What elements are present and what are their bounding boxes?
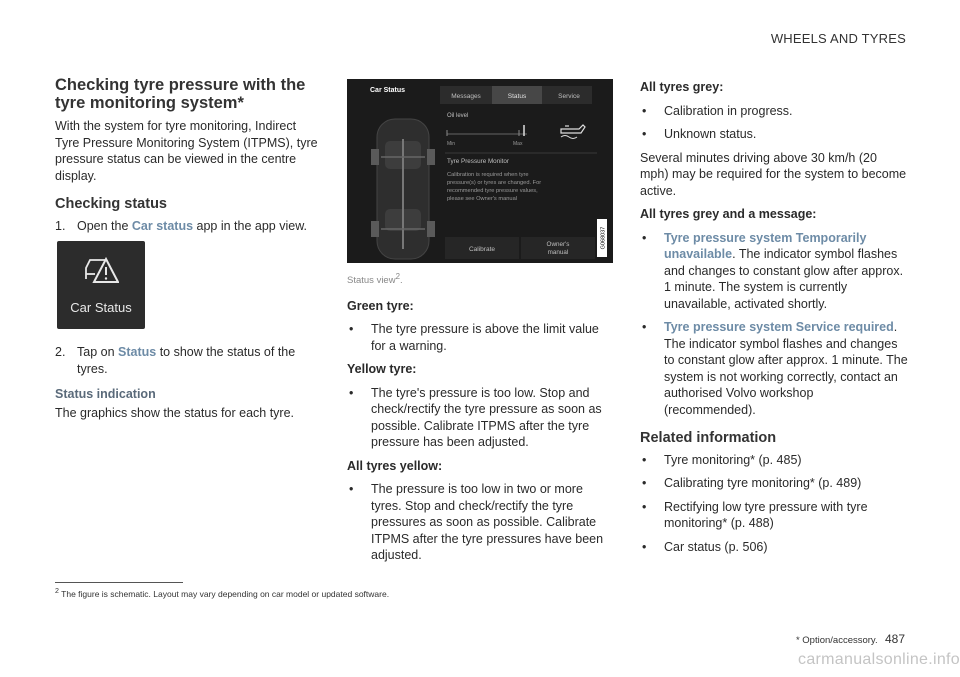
related-information-heading: Related information (640, 430, 777, 446)
tyre-front-left (371, 149, 379, 165)
status-view-screenshot (347, 79, 613, 263)
list-item: • The pressure is too low in two or more tyres. Stop and check/rectify the tyre pressures as soon as possible. Calibrate ITPMS after the tyre pressures have been adjusted. (349, 482, 604, 563)
car-status-app-tile[interactable] (57, 241, 145, 329)
car-warning-icon (83, 255, 119, 285)
all-grey-label: All tyres grey: (640, 80, 724, 94)
page-title: Checking tyre pressure with the tyre monitoring system* (55, 76, 306, 112)
tpm-title: Tyre Pressure Monitor (447, 158, 509, 165)
related-link[interactable]: • Tyre monitoring* (p. 485) (642, 452, 802, 467)
intro-text: With the system for tyre monitoring, Indirect Tyre Pressure Monitoring System (ITPMS), tyre pressure status can be viewed in the centre display. (55, 119, 318, 183)
app-tile-label: Car Status (70, 299, 132, 315)
related-link[interactable]: • Car status (p. 506) (642, 539, 768, 554)
list-item: • Tyre pressure system Temporarily unavailable. The indicator symbol flashes and changes to constant glow after approx. 1 minute. The system is currently unavailable, activated shortly. (642, 230, 904, 311)
tpm-text-line: recommended tyre pressure values, (447, 188, 538, 194)
list-item: • The tyre's pressure is too low. Stop and check/rectify the tyre pressure as soon as possible. Calibrate ITPMS after the tyre pressure has been adjusted. (349, 385, 602, 450)
tyre-rear-left (371, 221, 379, 237)
tpm-text-line: please see Owner's manual (447, 196, 518, 202)
option-note: * Option/accessory. (795, 635, 878, 646)
column-left (55, 76, 323, 428)
tab-status[interactable]: Status (507, 93, 527, 100)
service-required-message: Tyre pressure system Service required (664, 320, 894, 334)
owners-manual-label: manual (547, 249, 569, 256)
grey-note: Several minutes driving above 30 km/h (20 mph) may be required for the system to become active. (640, 150, 907, 198)
list-item: • Unknown status. (642, 127, 757, 141)
car-top-view (371, 119, 435, 259)
tab-messages[interactable]: Messages (451, 93, 481, 100)
tab-service[interactable]: Service (558, 93, 580, 100)
step-number: 1. (55, 218, 66, 233)
list-item: • Tyre pressure system Service required. The indicator symbol flashes and changes to constant glow after approx. 1 minute. The system is not working correctly, contact an authorised Volvo workshop (recommended). (642, 320, 908, 417)
tpm-text-line: Calibration is required when tyre (447, 172, 529, 178)
yellow-tyre-label: Yellow tyre: (347, 362, 417, 377)
oil-min: Min (447, 141, 456, 147)
calibrate-button-label: Calibrate (468, 246, 496, 253)
footnote-divider (55, 582, 183, 583)
page-number: 487 (884, 632, 905, 646)
step-text: Open the Car status app in the app view. (77, 218, 308, 233)
footnote: $^2$ The figure is schematic. Layout may vary depending on car model or updated software. (55, 587, 390, 599)
related-link[interactable]: • Rectifying low tyre pressure with tyre monitoring* (p. 488) (642, 499, 868, 530)
green-tyre-label: Green tyre: (347, 298, 414, 313)
page-footer (796, 632, 905, 646)
oil-max: Max (513, 141, 523, 147)
watermark: carmanualsonline.info (798, 651, 960, 668)
grey-message-label: All tyres grey and a message: (640, 207, 817, 221)
step-2 (55, 344, 323, 377)
car-status-link[interactable]: Car status (131, 218, 194, 233)
tpm-text-line: pressure(s) or tyres are changed. For (447, 180, 542, 186)
status-indication-heading: Status indication (55, 387, 156, 401)
oil-level-label: Oil level (447, 113, 469, 119)
temporarily-unavailable-message: Tyre pressure system Temporarily unavailable (664, 230, 867, 261)
tyre-rear-right (427, 221, 435, 237)
figure-code: G068037 (600, 226, 607, 250)
list-item: • The tyre pressure is above the limit value for a warning. (349, 322, 599, 353)
step-text: Tap on Status to show the status of the tyres. (77, 345, 296, 376)
section-header: WHEELS AND TYRES (770, 31, 906, 46)
all-yellow-label: All tyres yellow: (347, 458, 443, 473)
checking-status-heading: Checking status (55, 196, 167, 212)
figure-caption: Status view$^2$. (347, 272, 403, 287)
column-right (640, 79, 908, 562)
column-middle (347, 79, 615, 571)
list-item: • Calibration in progress. (642, 103, 793, 118)
tyre-front-right (427, 149, 435, 165)
status-indication-text: The graphics show the status for each tyre. (55, 405, 295, 420)
step-1 (55, 218, 323, 235)
screen-title: Car Status (370, 87, 406, 94)
step-number: 2. (55, 345, 66, 359)
owners-manual-label: Owner's (546, 241, 570, 248)
status-link[interactable]: Status (118, 345, 157, 359)
related-link[interactable]: • Calibrating tyre monitoring* (p. 489) (642, 476, 862, 490)
